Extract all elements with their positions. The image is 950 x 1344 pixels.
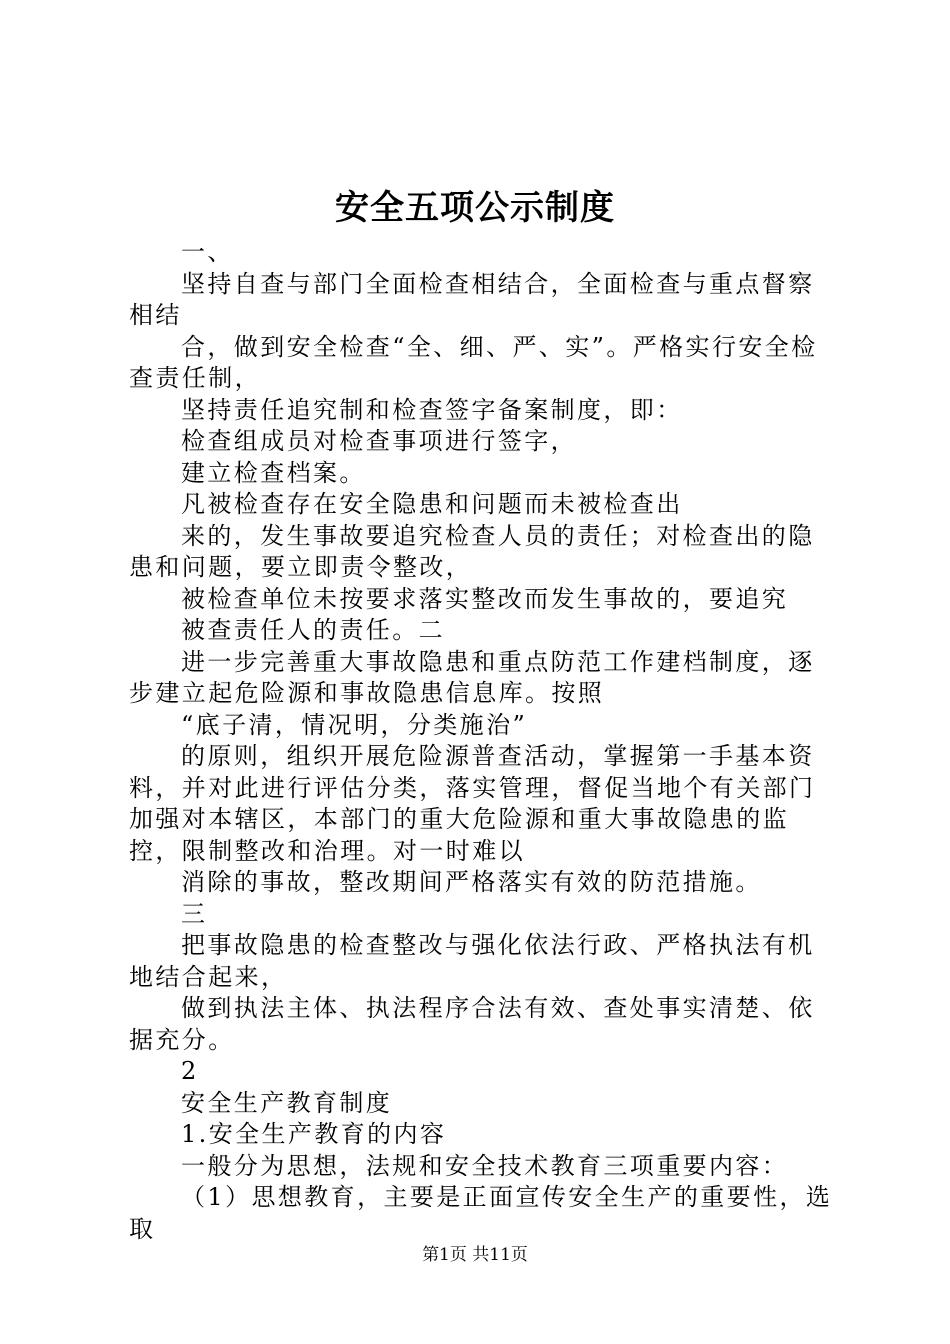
paragraph: 来的，发生事故要追究检查人员的责任；对检查出的隐患和问题，要立即责令整改， (129, 521, 815, 581)
paragraph: 坚持自查与部门全面检查相结合，全面检查与重点督察相结 (129, 269, 815, 329)
paragraph: 三 (181, 899, 208, 928)
paragraph: 2 (181, 1057, 199, 1085)
paragraph: 做到执法主体、执法程序合法有效、查处事实清楚、依据充分。 (129, 994, 815, 1054)
paragraph: “底子清，情况明，分类施治” (181, 710, 528, 739)
subsection-heading: 1.安全生产教育的内容 (181, 1120, 447, 1148)
page-footer: 第1页 共11页 (422, 1245, 528, 1265)
section-heading: 安全生产教育制度 (181, 1088, 393, 1117)
paragraph: 一般分为思想，法规和安全技术教育三项重要内容： (181, 1151, 789, 1180)
paragraph: 一、 (181, 238, 234, 266)
paragraph: 被检查单位未按要求落实整改而发生事故的，要追究 (181, 584, 789, 613)
paragraph: 检查组成员对检查事项进行签字， (181, 427, 577, 455)
document-body (129, 237, 833, 1245)
paragraph: 消除的事故，整改期间严格落实有效的防范措施。 (181, 868, 762, 896)
paragraph: 坚持责任追究制和检查签字备案制度，即： (181, 395, 683, 424)
paragraph: 的原则，组织开展危险源普查活动，掌握第一手基本资料，并对此进行评估分类，落实管理，督促当地个有关部门加强对本辖区，本部门的重大危险源和重大事故隐患的监控，限制整改和治理。对一时难以 (129, 742, 816, 865)
document-title: 安全五项公示制度 (335, 188, 615, 228)
paragraph: 被查责任人的责任。二 (181, 616, 445, 644)
paragraph: 建立检查档案。 (181, 458, 366, 487)
paragraph: （1）思想教育，主要是正面宣传安全生产的重要性，选取 (129, 1183, 833, 1243)
paragraph: 把事故隐患的检查整改与强化依法行政、严格执法有机地结合起来， (129, 931, 815, 991)
paragraph: 进一步完善重大事故隐患和重点防范工作建档制度，逐步建立起危险源和事故隐患信息库。按照 (129, 647, 815, 707)
paragraph: 凡被检查存在安全隐患和问题而未被检查出 (181, 490, 683, 518)
paragraph: 合，做到安全检查“全、细、严、实”。严格实行安全检查责任制， (129, 332, 818, 392)
